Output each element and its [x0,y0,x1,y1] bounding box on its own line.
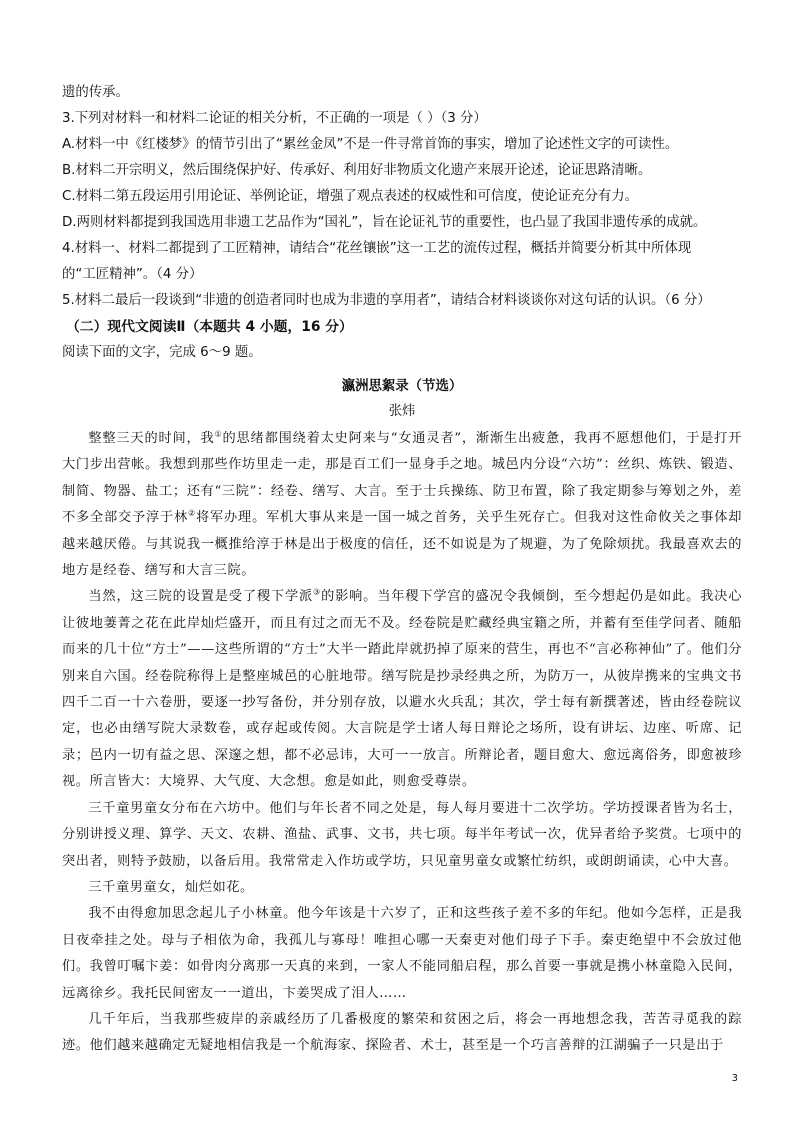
question-5: 5.材料二最后一段谈到“非遗的创造者同时也成为非遗的享用者”，请结合材料谈谈你对这句话的认识。（6 分） [62,293,711,308]
exam-page [62,80,742,1060]
question-3-option-c: C.材料二第五段运用引用论证、举例论证，增强了观点表述的权威性和可信度，使论证充分有力。 [62,189,639,204]
article-paragraph-5: 我不由得愈加思念起儿子小林童。他今年该是十六岁了，正和这些孩子差不多的年纪。他如今怎样，正是我日夜牵挂之处。母与子相依为命，我孤儿与寡母！唯担心哪一天秦吏对他们母子下手。秦吏绝望中不会放过他们。我曾叮嘱卞姜：如骨肉分离那一天真的来到，一家人不能同船启程，那么首要一事就是携小林童隐入民间，远离徐乡。我托民间密友一一道出，卞姜哭成了泪人…… [62,906,742,1001]
article-paragraph-1: 整整三天的时间，我①的思绪都围绕着太史阿来与“女通灵者”，渐渐生出疲惫，我再不愿想他们，于是打开大门步出营帐。我想到那些作坊里走一走，那是百工们一显身手之地。城邑内分设“六坊”：丝织、炼铁、锻造、制简、物器、盐工；还有“三院”：经卷、缮写、大言。至于士兵操练、防卫布置，除了我定期参与筹划之外，差不多全部交予淳于林②将军办理。军机大事从来是一国一城之首务，关乎生死存亡。但我对这性命攸关之事体却越来越厌倦。与其说我一概推给淳于林是出于极度的信任，还不如说是为了规避，为了免除烦扰。我最喜欢去的地方是经卷、缮写和大言三院。 [62,429,742,579]
question-4-line-1: 4.材料一、材料二都提到了工匠精神，请结合“花丝镶嵌”这一工艺的流传过程，概括并简要分析其中所体现 [62,241,692,256]
article-paragraph-3: 三千童男童女分布在六坊中。他们与年长者不同之处是，每人每月要进十二次学坊。学坊授课者皆为名士，分别讲授义理、算学、天文、农耕、渔盐、武事、文书，共七项。每半年考试一次，优异者给予奖赏。七项中的突出者，则特予鼓励，以备后用。我常常走入作坊或学坊，只见童男童女或繁忙纺织，或朗朗诵读，心中大喜。 [62,800,742,869]
section-heading: （二）现代文阅读Ⅱ（本题共 4 小题，16 分） [66,319,353,335]
article-title: 瀛洲思絮录（节选） [341,379,463,394]
footnote-marker-2: ② [188,508,197,518]
previous-question-tail: 遗的传承。 [62,85,129,100]
question-3-option-a: A.材料一中《红楼梦》的情节引出了“累丝金凤”不是一件寻常首饰的事实，增加了论述性文字的可读性。 [62,137,679,152]
article-body [62,426,742,1060]
question-3-option-b: B.材料二开宗明义，然后围绕保护好、传承好、利用好非物质文化遗产来展开论述，论证思路清晰。 [62,163,652,178]
question-3: 3.下列对材料一和材料二论证的相关分析，不正确的一项是（ ）（3 分） [62,111,487,126]
question-3-option-d: D.两则材料都提到我国选用非遗工艺品作为“国礼”，旨在论证礼节的重要性，也凸显了我国非遗传承的成就。 [62,215,707,230]
page-number: 3 [731,1073,738,1084]
article-paragraph-2: 当然，这三院的设置是受了稷下学派③的影响。当年稷下学宫的盛况令我倾倒，至今想起仍是如此。我决心让彼地萋菁之花在此岸灿烂盛开，而且有过之而无不及。经卷院是贮藏经典宝籍之所，并蓄有至佳学问者、随船而来的几十位“方士”——这些所谓的“方士”大半一踏此岸就扔掉了原来的营生，再也不“言必称神仙”了。他们分别来自六国。经卷院称得上是整座城邑的心脏地带。缮写院是抄录经典之所，为防万一，从彼岸携来的宝典文书四千二百一十六卷册，要逐一抄写备份，并分别存放，以避水火兵乱；其次，学士每有新撰著述，皆由经卷院议定，也必由缮写院大录数卷，或存起或传阅。大言院是学士诸人每日辩论之场所，设有讲坛、边座、听席、记录；邑内一切有益之思、深邃之想，都不必忌讳，大可一一放言。所辩论者，题目愈大、愈远离俗务，即愈被珍视。所言皆大：大境界、大气度、大念想。愈是如此，则愈受尊崇。 [62,588,742,790]
footnote-marker-1: ① [214,429,223,439]
footnote-marker-3: ③ [313,588,322,598]
question-4-line-2: 的“工匠精神”。（4 分） [62,267,203,282]
article-paragraph-4: 三千童男童女，灿烂如花。 [88,879,254,895]
article-paragraph-6: 几千年后，当我那些疲岸的亲戚经历了几番极度的繁荣和贫困之后，将会一再地想念我，苦苦寻觅我的踪迹。他们越来越确定无疑地相信我是一个航海家、探险者、术士，甚至是一个巧言善辩的江湖骗子一只是出于 [62,1011,742,1054]
reading-instruction: 阅读下面的文字，完成 6～9 题。 [62,345,262,360]
article-author: 张炜 [388,404,416,419]
